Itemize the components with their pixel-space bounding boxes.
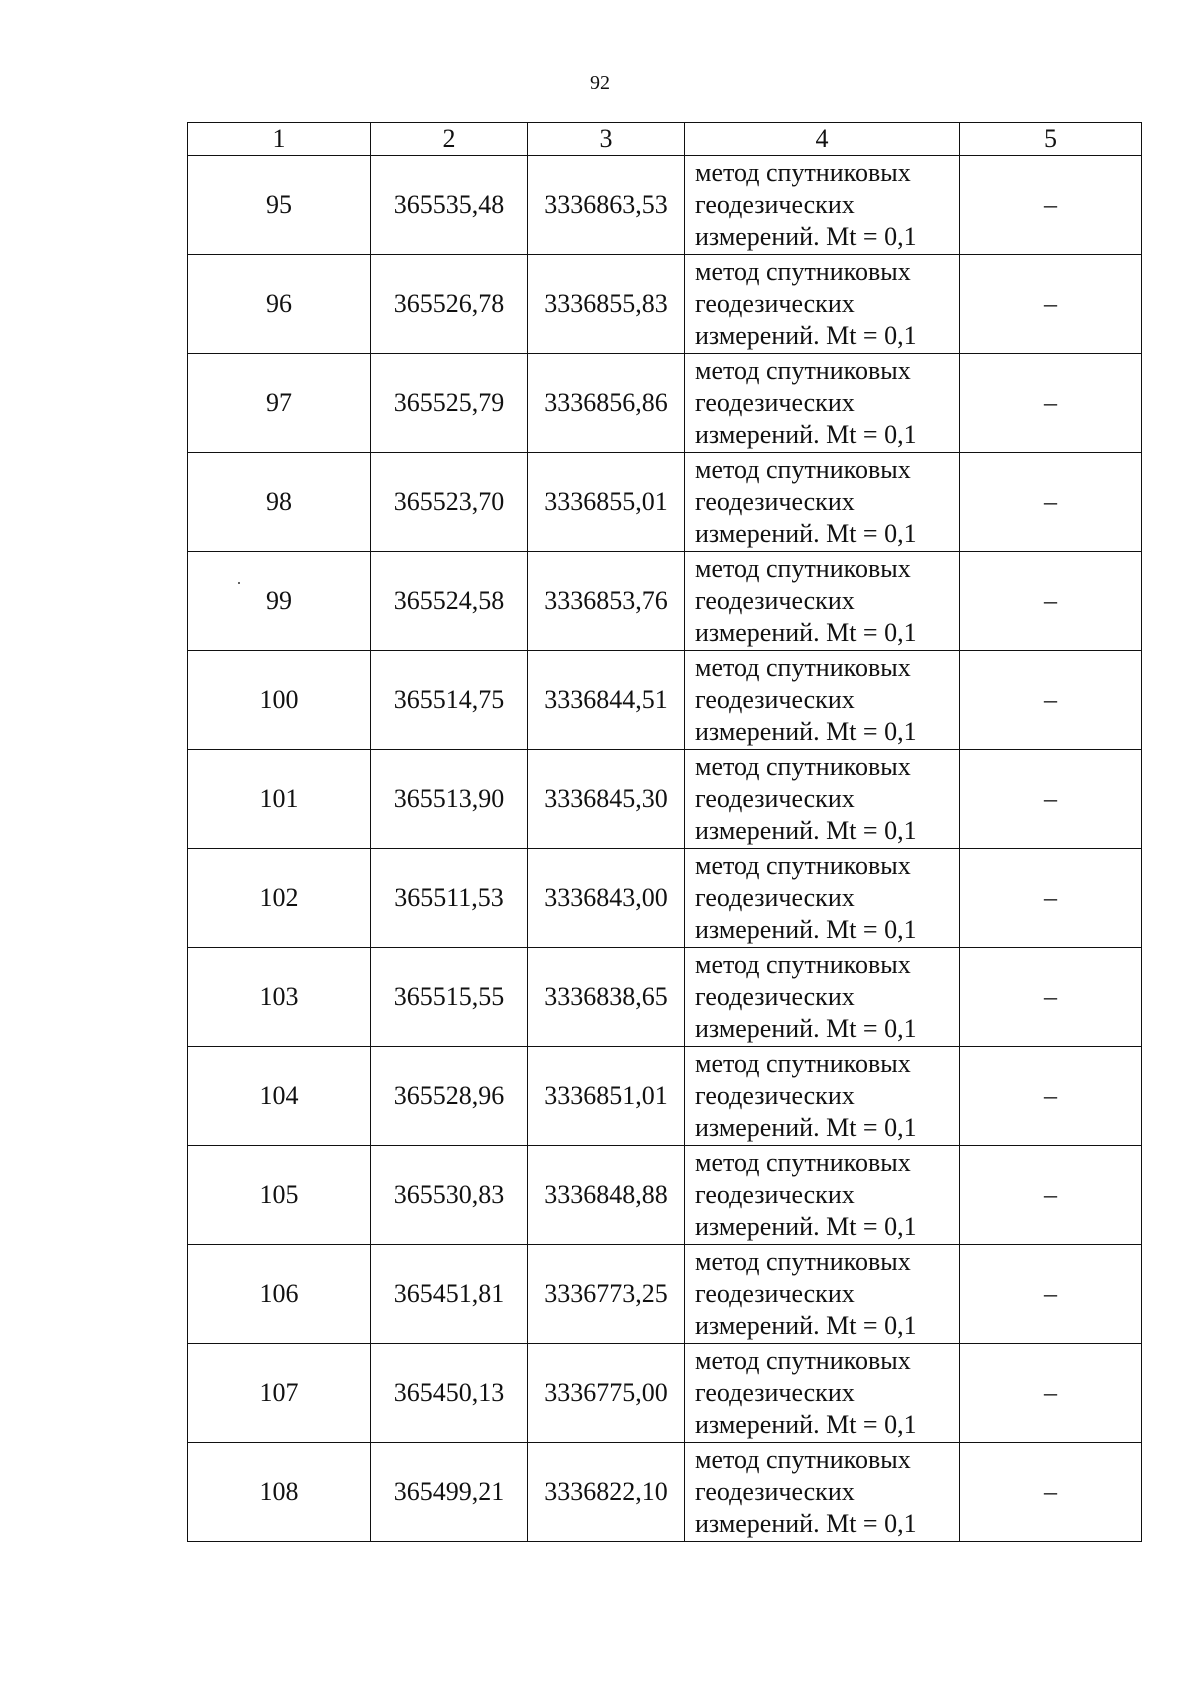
method-text-line: измерений. Mt = 0,1: [695, 1311, 917, 1340]
method-text-line: геодезических: [695, 1180, 855, 1209]
x-coordinate-cell: 365511,53: [371, 849, 528, 948]
y-coordinate-cell: 3336843,00: [528, 849, 685, 948]
method-text-line: геодезических: [695, 388, 855, 417]
note-cell: –: [960, 1344, 1142, 1443]
method-cell: [685, 849, 960, 948]
table-row: [188, 1146, 1142, 1245]
note-cell: –: [960, 156, 1142, 255]
y-coordinate-cell: 3336853,76: [528, 552, 685, 651]
method-cell: [685, 750, 960, 849]
header-col-5: 5: [960, 123, 1142, 156]
method-cell: [685, 1443, 960, 1542]
x-coordinate-cell: 365525,79: [371, 354, 528, 453]
method-text-line: измерений. Mt = 0,1: [695, 519, 917, 548]
point-number-cell: 99: [188, 552, 371, 651]
method-cell: [685, 156, 960, 255]
method-cell: [685, 1047, 960, 1146]
method-text-line: измерений. Mt = 0,1: [695, 717, 917, 746]
point-number-cell: 96: [188, 255, 371, 354]
note-cell: –: [960, 651, 1142, 750]
x-coordinate-cell: 365523,70: [371, 453, 528, 552]
method-text-line: измерений. Mt = 0,1: [695, 1212, 917, 1241]
note-cell: –: [960, 1245, 1142, 1344]
table-row: [188, 156, 1142, 255]
method-cell: [685, 354, 960, 453]
point-number-cell: 103: [188, 948, 371, 1047]
point-number-cell: 97: [188, 354, 371, 453]
method-text-line: измерений. Mt = 0,1: [695, 1014, 917, 1043]
method-cell: [685, 1245, 960, 1344]
table-row: [188, 750, 1142, 849]
y-coordinate-cell: 3336848,88: [528, 1146, 685, 1245]
point-number-cell: 104: [188, 1047, 371, 1146]
method-text-line: измерений. Mt = 0,1: [695, 222, 917, 251]
method-text-line: метод спутниковых: [695, 851, 911, 880]
method-text-line: измерений. Mt = 0,1: [695, 1509, 917, 1538]
method-text-line: измерений. Mt = 0,1: [695, 915, 917, 944]
table-header: [188, 123, 1142, 156]
point-number-cell: 105: [188, 1146, 371, 1245]
method-text-line: геодезических: [695, 1081, 855, 1110]
method-text-line: измерений. Mt = 0,1: [695, 1410, 917, 1439]
method-text-line: геодезических: [695, 586, 855, 615]
method-cell: [685, 255, 960, 354]
coordinates-table: [187, 122, 1142, 1542]
method-text-line: метод спутниковых: [695, 158, 911, 187]
method-text-line: измерений. Mt = 0,1: [695, 1113, 917, 1142]
method-text-line: метод спутниковых: [695, 257, 911, 286]
method-text-line: метод спутниковых: [695, 356, 911, 385]
table-row: [188, 948, 1142, 1047]
method-text-line: геодезических: [695, 784, 855, 813]
table-body: [188, 156, 1142, 1542]
x-coordinate-cell: 365450,13: [371, 1344, 528, 1443]
page-number: 92: [590, 72, 610, 94]
y-coordinate-cell: 3336851,01: [528, 1047, 685, 1146]
method-text-line: геодезических: [695, 1378, 855, 1407]
method-text-line: метод спутниковых: [695, 554, 911, 583]
y-coordinate-cell: 3336775,00: [528, 1344, 685, 1443]
note-cell: –: [960, 255, 1142, 354]
method-text-line: измерений. Mt = 0,1: [695, 816, 917, 845]
y-coordinate-cell: 3336844,51: [528, 651, 685, 750]
x-coordinate-cell: 365451,81: [371, 1245, 528, 1344]
x-coordinate-cell: 365535,48: [371, 156, 528, 255]
table-row: [188, 552, 1142, 651]
note-cell: –: [960, 1047, 1142, 1146]
method-text-line: геодезических: [695, 982, 855, 1011]
method-text-line: метод спутниковых: [695, 1247, 911, 1276]
header-row: [188, 123, 1142, 156]
point-number-cell: 102: [188, 849, 371, 948]
table-row: [188, 255, 1142, 354]
method-text-line: метод спутниковых: [695, 1148, 911, 1177]
header-col-4: 4: [685, 123, 960, 156]
point-number-cell: 100: [188, 651, 371, 750]
y-coordinate-cell: 3336855,83: [528, 255, 685, 354]
method-text-line: геодезических: [695, 190, 855, 219]
header-col-3: 3: [528, 123, 685, 156]
note-cell: –: [960, 552, 1142, 651]
method-text-line: метод спутниковых: [695, 752, 911, 781]
method-text-line: геодезических: [695, 883, 855, 912]
method-text-line: измерений. Mt = 0,1: [695, 321, 917, 350]
method-text-line: геодезических: [695, 1477, 855, 1506]
table-row: [188, 1047, 1142, 1146]
point-number-cell: 108: [188, 1443, 371, 1542]
method-text-line: геодезических: [695, 1279, 855, 1308]
method-text-line: метод спутниковых: [695, 455, 911, 484]
method-text-line: измерений. Mt = 0,1: [695, 618, 917, 647]
y-coordinate-cell: 3336855,01: [528, 453, 685, 552]
method-text-line: геодезических: [695, 289, 855, 318]
y-coordinate-cell: 3336863,53: [528, 156, 685, 255]
x-coordinate-cell: 365526,78: [371, 255, 528, 354]
x-coordinate-cell: 365530,83: [371, 1146, 528, 1245]
method-cell: [685, 552, 960, 651]
y-coordinate-cell: 3336822,10: [528, 1443, 685, 1542]
method-cell: [685, 1344, 960, 1443]
note-cell: –: [960, 948, 1142, 1047]
method-cell: [685, 948, 960, 1047]
table-row: [188, 1344, 1142, 1443]
point-number-cell: 107: [188, 1344, 371, 1443]
note-cell: –: [960, 354, 1142, 453]
method-text-line: измерений. Mt = 0,1: [695, 420, 917, 449]
method-text-line: геодезических: [695, 685, 855, 714]
method-text-line: метод спутниковых: [695, 1445, 911, 1474]
point-number-cell: 101: [188, 750, 371, 849]
x-coordinate-cell: 365528,96: [371, 1047, 528, 1146]
y-coordinate-cell: 3336838,65: [528, 948, 685, 1047]
method-text-line: метод спутниковых: [695, 1049, 911, 1078]
x-coordinate-cell: 365514,75: [371, 651, 528, 750]
method-text-line: метод спутниковых: [695, 1346, 911, 1375]
table-row: [188, 849, 1142, 948]
method-text-line: геодезических: [695, 487, 855, 516]
point-number-cell: 98: [188, 453, 371, 552]
table-row: [188, 453, 1142, 552]
method-cell: [685, 453, 960, 552]
point-number-cell: 95: [188, 156, 371, 255]
x-coordinate-cell: 365513,90: [371, 750, 528, 849]
table-row: [188, 651, 1142, 750]
table-row: [188, 1443, 1142, 1542]
point-number-cell: 106: [188, 1245, 371, 1344]
note-cell: –: [960, 849, 1142, 948]
method-cell: [685, 1146, 960, 1245]
x-coordinate-cell: 365515,55: [371, 948, 528, 1047]
y-coordinate-cell: 3336856,86: [528, 354, 685, 453]
y-coordinate-cell: 3336845,30: [528, 750, 685, 849]
x-coordinate-cell: 365499,21: [371, 1443, 528, 1542]
note-cell: –: [960, 453, 1142, 552]
method-text-line: метод спутниковых: [695, 653, 911, 682]
x-coordinate-cell: 365524,58: [371, 552, 528, 651]
method-cell: [685, 651, 960, 750]
note-cell: –: [960, 1146, 1142, 1245]
header-col-2: 2: [371, 123, 528, 156]
note-cell: –: [960, 750, 1142, 849]
header-col-1: 1: [188, 123, 371, 156]
method-text-line: метод спутниковых: [695, 950, 911, 979]
table-row: [188, 1245, 1142, 1344]
table-row: [188, 354, 1142, 453]
y-coordinate-cell: 3336773,25: [528, 1245, 685, 1344]
note-cell: –: [960, 1443, 1142, 1542]
